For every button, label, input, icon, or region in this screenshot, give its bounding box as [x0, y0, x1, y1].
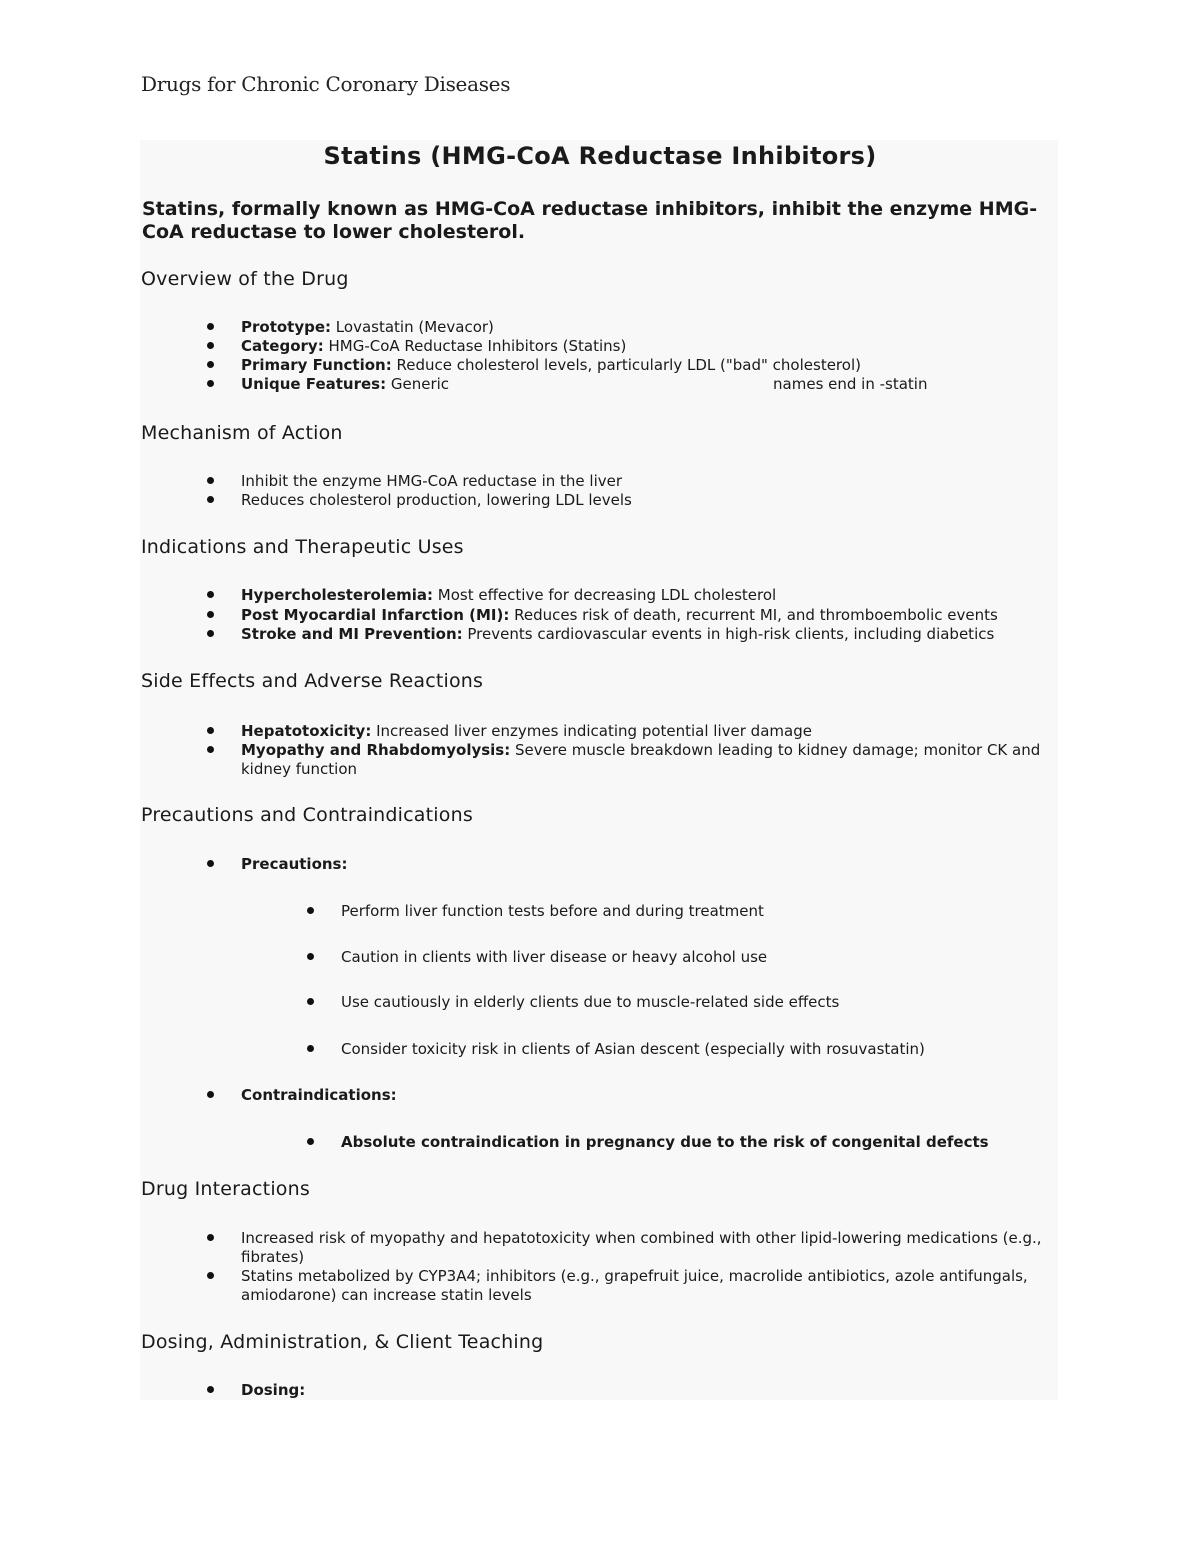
section-heading-dosing: Dosing, Administration, & Client Teaching	[141, 1331, 544, 1353]
list-item: Increased risk of myopathy and hepatotoxicity when combined with other lipid-lowering medications (e.g., fibrates)	[241, 1229, 1051, 1266]
precautions-label: Precautions:	[241, 855, 1051, 874]
list-item	[241, 722, 1051, 741]
item-text-continued: names end in -statin	[773, 375, 928, 393]
list-item: Reduces cholesterol production, lowering LDL levels	[241, 491, 1051, 510]
section-heading-overview: Overview of the Drug	[141, 268, 349, 290]
sub-list-item: Perform liver function tests before and during treatment	[341, 902, 1041, 921]
sub-list-item: Caution in clients with liver disease or heavy alcohol use	[341, 948, 1041, 967]
item-text: Most effective for decreasing LDL cholesterol	[433, 586, 777, 604]
item-label: Myopathy and Rhabdomyolysis:	[241, 741, 511, 759]
item-text: Increased liver enzymes indicating potential liver damage	[371, 722, 812, 740]
list-item	[241, 337, 1051, 356]
section-heading-mechanism: Mechanism of Action	[141, 422, 343, 444]
list-item	[241, 356, 1051, 375]
list-item	[241, 741, 1051, 778]
section-heading-indications: Indications and Therapeutic Uses	[141, 536, 464, 558]
dosing-label: Dosing:	[241, 1381, 1051, 1400]
item-text: Severe muscle breakdown leading to kidney damage; monitor CK and kidney function	[241, 741, 1041, 778]
page-title: Statins (HMG-CoA Reductase Inhibitors)	[323, 142, 877, 170]
item-text: Prevents cardiovascular events in high-risk clients, including diabetics	[462, 625, 995, 643]
sub-list-item: Use cautiously in elderly clients due to muscle-related side effects	[341, 993, 1041, 1012]
list-item	[241, 375, 1051, 394]
list-item	[241, 318, 1051, 337]
item-text: Reduces risk of death, recurrent MI, and thromboembolic events	[509, 606, 998, 624]
item-label: Hepatotoxicity:	[241, 722, 372, 740]
section-heading-interactions: Drug Interactions	[141, 1178, 310, 1200]
sub-list-item: Absolute contraindication in pregnancy due to the risk of congenital defects	[341, 1133, 1041, 1152]
item-text: Reduce cholesterol levels, particularly LDL ("bad" cholesterol)	[391, 356, 861, 374]
item-label: Prototype:	[241, 318, 332, 336]
item-label: Primary Function:	[241, 356, 392, 374]
item-label: Hypercholesterolemia:	[241, 586, 434, 604]
list-item: Statins metabolized by CYP3A4; inhibitors (e.g., grapefruit juice, macrolide antibiotics, azole antifungals, amiodarone) can increase statin levels	[241, 1267, 1051, 1304]
intro-paragraph: Statins, formally known as HMG-CoA reductase inhibitors, inhibit the enzyme HMG-CoA reductase to lower cholesterol.	[142, 198, 1038, 243]
item-label: Unique Features:	[241, 375, 387, 393]
list-item	[241, 586, 1051, 605]
section-heading-side-effects: Side Effects and Adverse Reactions	[141, 670, 484, 692]
item-text: Lovastatin (Mevacor)	[331, 318, 494, 336]
list-item	[241, 606, 1051, 625]
item-label: Category:	[241, 337, 324, 355]
item-label: Post Myocardial Infarction (MI):	[241, 606, 510, 624]
section-heading-precautions: Precautions and Contraindications	[141, 804, 473, 826]
document-header: Drugs for Chronic Coronary Diseases	[141, 72, 511, 96]
sub-list-item: Consider toxicity risk in clients of Asian descent (especially with rosuvastatin)	[341, 1040, 1041, 1059]
item-text: Generic	[386, 375, 450, 393]
list-item: Inhibit the enzyme HMG-CoA reductase in the liver	[241, 472, 1051, 491]
item-text: HMG-CoA Reductase Inhibitors (Statins)	[323, 337, 627, 355]
list-item	[241, 625, 1051, 644]
item-label: Stroke and MI Prevention:	[241, 625, 463, 643]
contraindications-label: Contraindications:	[241, 1086, 1051, 1105]
